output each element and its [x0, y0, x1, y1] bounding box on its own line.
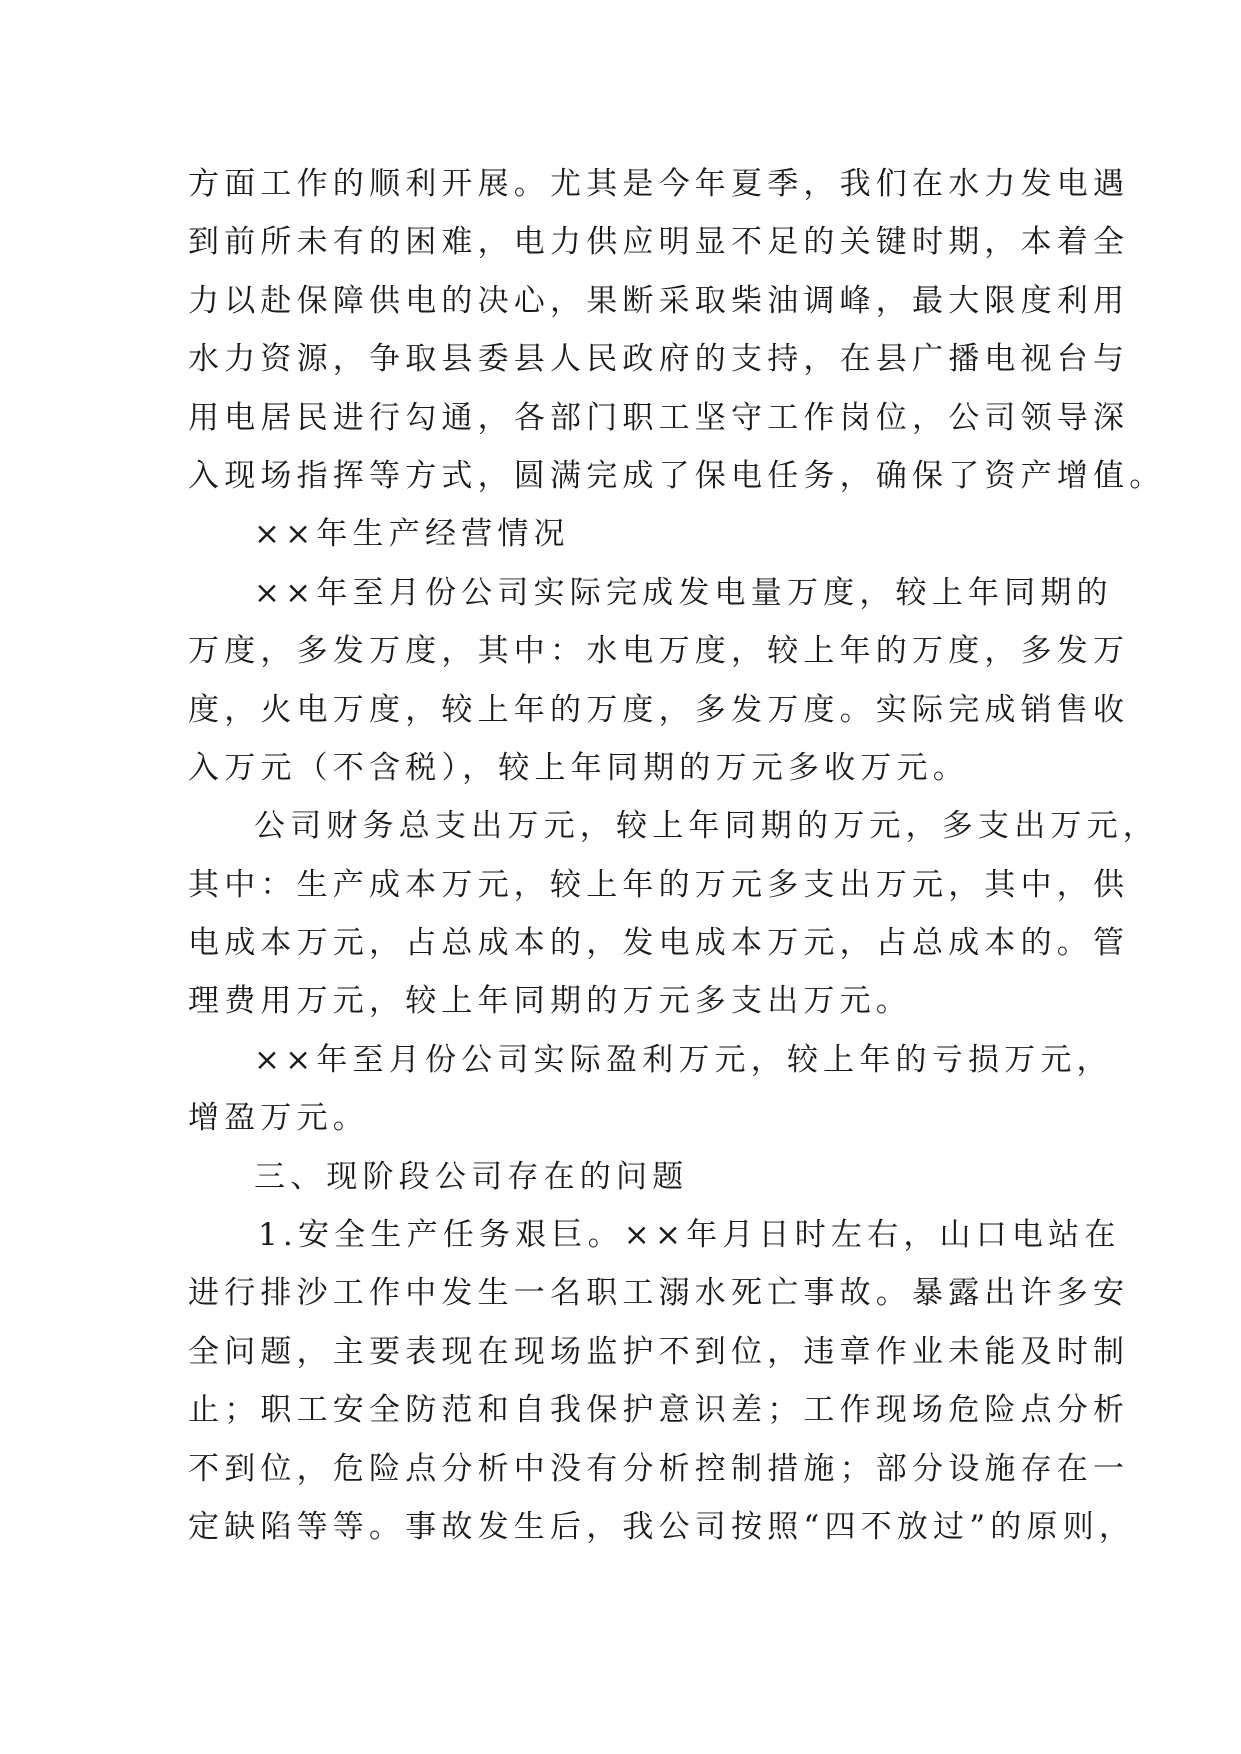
- text-line: 止；职工安全防范和自我保护意识差；工作现场危险点分析: [188, 1392, 1130, 1429]
- text-line: 水力资源，争取县委县人民政府的支持，在县广播电视台与: [188, 341, 1130, 378]
- text-line: 定缺陷等等。事故发生后，我公司按照“四不放过”的原则，: [188, 1508, 1136, 1545]
- text-line: 其中：生产成本万元，较上年的万元多支出万元，其中，供: [188, 866, 1130, 903]
- text-line: 公司财务总支出万元，较上年同期的万元，多支出万元，: [254, 808, 1159, 845]
- text-line: 用电居民进行勾通，各部门职工坚守工作岗位，公司领导深: [188, 399, 1130, 436]
- text-line: 增盈万元。: [188, 1100, 369, 1137]
- text-line: 全问题，主要表现在现场监护不到位，违章作业未能及时制: [188, 1333, 1130, 1370]
- text-line: 万度，多发万度，其中：水电万度，较上年的万度，多发万: [188, 633, 1130, 670]
- text-line: 电成本万元，占总成本的，发电成本万元，占总成本的。管: [188, 925, 1130, 962]
- text-line: 入万元（不含税），较上年同期的万元多收万元。: [188, 749, 969, 786]
- text-line: 力以赴保障供电的决心，果断采取柴油调峰，最大限度利用: [188, 282, 1130, 319]
- text-line: 方面工作的顺利开展。尤其是今年夏季，我们在水力发电遇: [188, 166, 1130, 202]
- section-heading: 三、现阶段公司存在的问题: [254, 1158, 689, 1195]
- text-line: 1.安全生产任务艰巨。××年月日时左右，山口电站在: [258, 1217, 1121, 1254]
- text-line: 入现场指挥等方式，圆满完成了保电任务，确保了资产增值。: [188, 457, 1166, 494]
- section-heading: ××年生产经营情况: [254, 516, 570, 553]
- text-line: ××年至月份公司实际盈利万元，较上年的亏损万元，: [254, 1041, 1113, 1078]
- text-line: 进行排沙工作中发生一名职工溺水死亡事故。暴露出许多安: [188, 1275, 1130, 1312]
- body-text: [188, 155, 1166, 1556]
- text-line: 理费用万元，较上年同期的万元多支出万元。: [188, 983, 912, 1020]
- text-line: 到前所未有的困难，电力供应明显不足的关键时期，本着全: [188, 224, 1130, 261]
- text-line: ××年至月份公司实际完成发电量万度，较上年同期的: [254, 574, 1113, 611]
- text-line: 度，火电万度，较上年的万度，多发万度。实际完成销售收: [188, 691, 1130, 728]
- text-line: 不到位，危险点分析中没有分析控制措施；部分设施存在一: [188, 1450, 1130, 1487]
